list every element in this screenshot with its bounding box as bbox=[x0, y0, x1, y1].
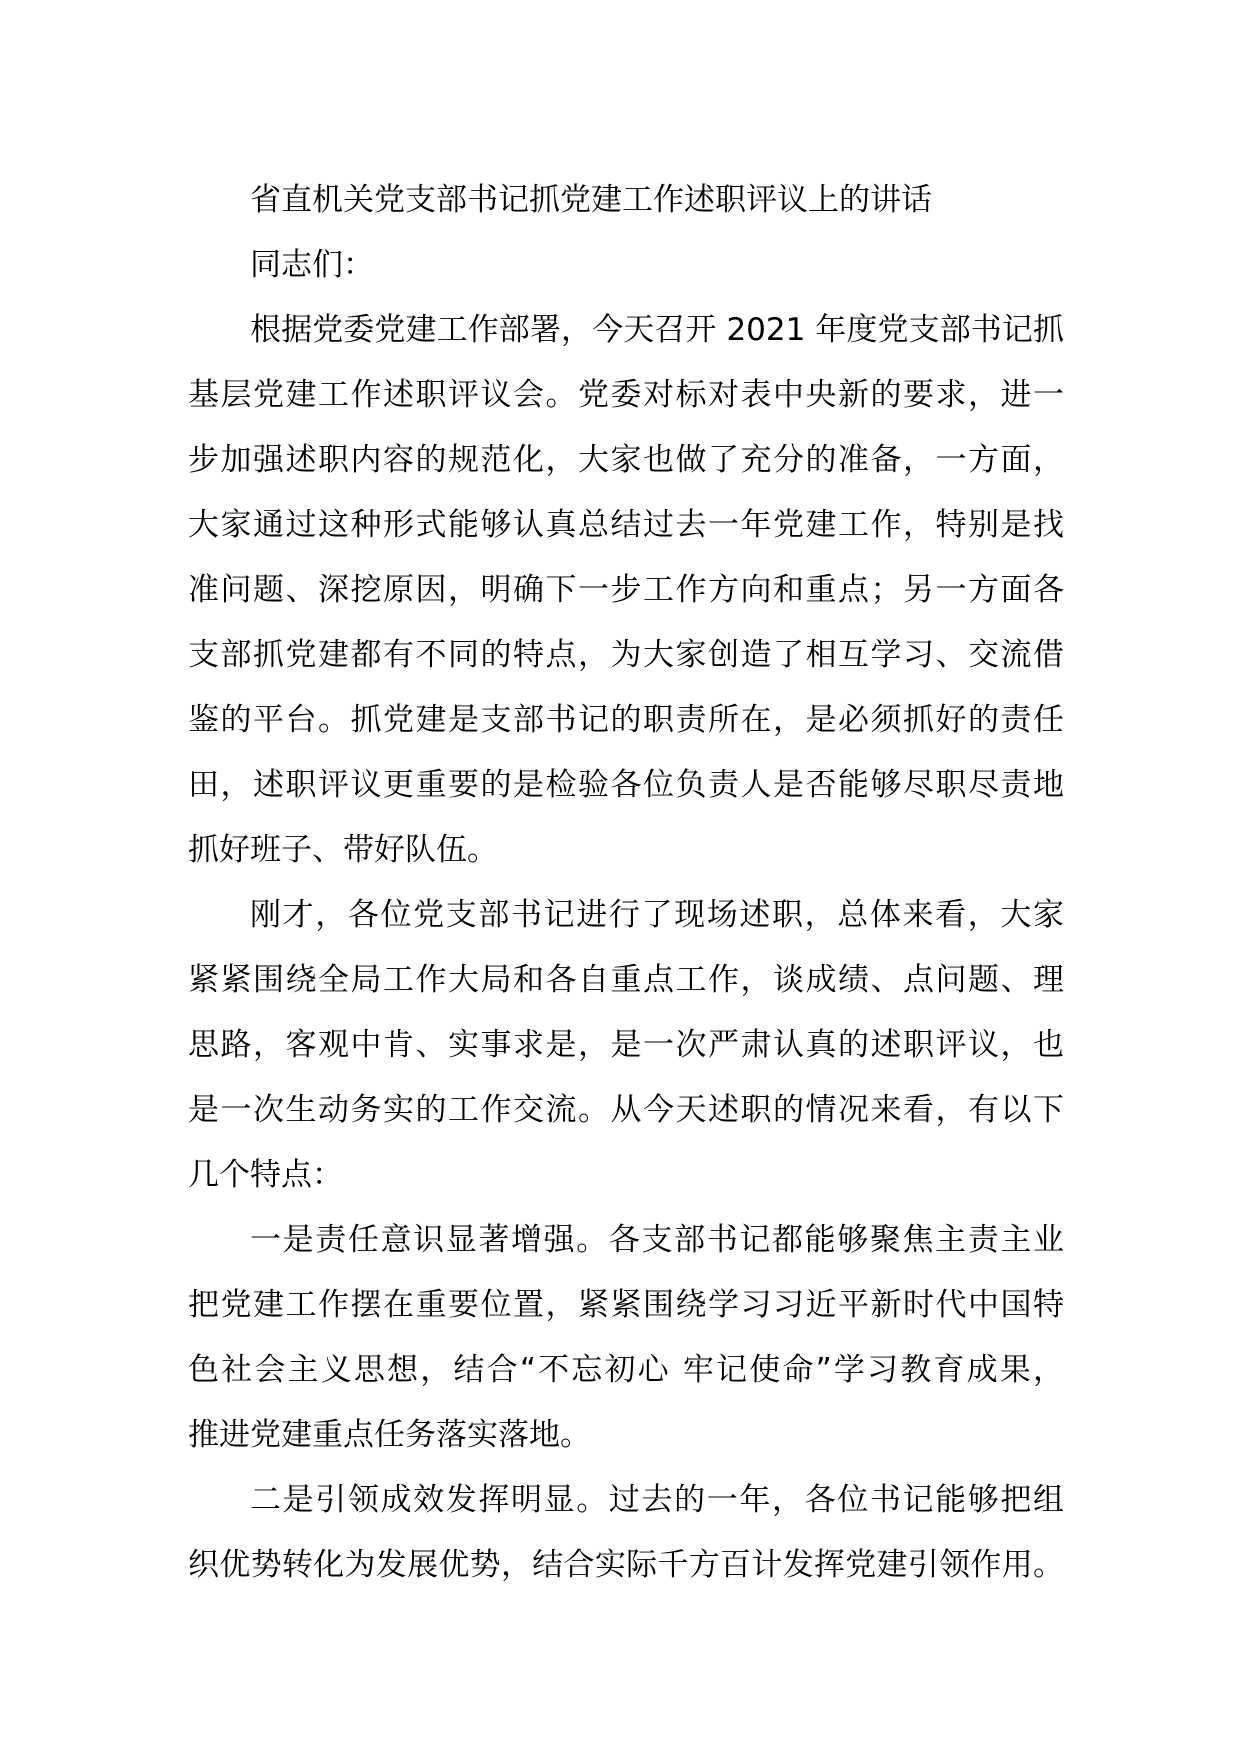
paragraph-line: 大家通过这种形式能够认真总结过去一年党建工作，特别是找 bbox=[188, 507, 1064, 543]
paragraph-line: 二是引领成效发挥明显。过去的一年，各位书记能够把组 bbox=[250, 1482, 1064, 1518]
paragraph-line: 一是责任意识显著增强。各支部书记都能够聚焦主责主业 bbox=[250, 1222, 1064, 1258]
paragraph-line: 步加强述职内容的规范化，大家也做了充分的准备，一方面， bbox=[188, 442, 1064, 478]
paragraph-line: 紧紧围绕全局工作大局和各自重点工作，谈成绩、点问题、理 bbox=[188, 962, 1064, 998]
paragraph-line: 色社会主义思想，结合“不忘初心 牢记使命”学习教育成果， bbox=[188, 1352, 1064, 1388]
paragraph-line: 思路，客观中肯、实事求是，是一次严肃认真的述职评议，也 bbox=[188, 1027, 1064, 1063]
paragraph-line: 抓好班子、带好队伍。 bbox=[188, 832, 498, 868]
document-title: 省直机关党支部书记抓党建工作述职评议上的讲话 bbox=[250, 182, 932, 218]
paragraph-line: 是一次生动务实的工作交流。从今天述职的情况来看，有以下 bbox=[188, 1092, 1064, 1128]
paragraph bbox=[188, 1468, 1064, 1598]
paragraph-line: 田，述职评议更重要的是检验各位负责人是否能够尽职尽责地 bbox=[188, 767, 1064, 803]
paragraph-line: 支部抓党建都有不同的特点，为大家创造了相互学习、交流借 bbox=[188, 637, 1064, 673]
paragraph-line: 根据党委党建工作部署，今天召开 2021 年度党支部书记抓 bbox=[250, 312, 1064, 348]
paragraph-line: 把党建工作摆在重要位置，紧紧围绕学习习近平新时代中国特 bbox=[188, 1287, 1064, 1323]
paragraph bbox=[188, 1208, 1064, 1468]
paragraph-line: 准问题、深挖原因，明确下一步工作方向和重点；另一方面各 bbox=[188, 572, 1064, 608]
paragraph-line: 基层党建工作述职评议会。党委对标对表中央新的要求，进一 bbox=[188, 377, 1064, 413]
paragraph-line: 几个特点： bbox=[188, 1157, 343, 1193]
greeting: 同志们： bbox=[250, 247, 374, 283]
paragraph-line: 推进党建重点任务落实落地。 bbox=[188, 1417, 591, 1453]
document-body bbox=[188, 168, 1064, 1598]
paragraph-line: 鉴的平台。抓党建是支部书记的职责所在，是必须抓好的责任 bbox=[188, 702, 1064, 738]
paragraph-line: 织优势转化为发展优势，结合实际千方百计发挥党建引领作用。 bbox=[188, 1547, 1064, 1583]
paragraph-line: 刚才，各位党支部书记进行了现场述职，总体来看，大家 bbox=[250, 897, 1064, 933]
paragraph bbox=[188, 883, 1064, 1208]
paragraph bbox=[188, 298, 1064, 883]
